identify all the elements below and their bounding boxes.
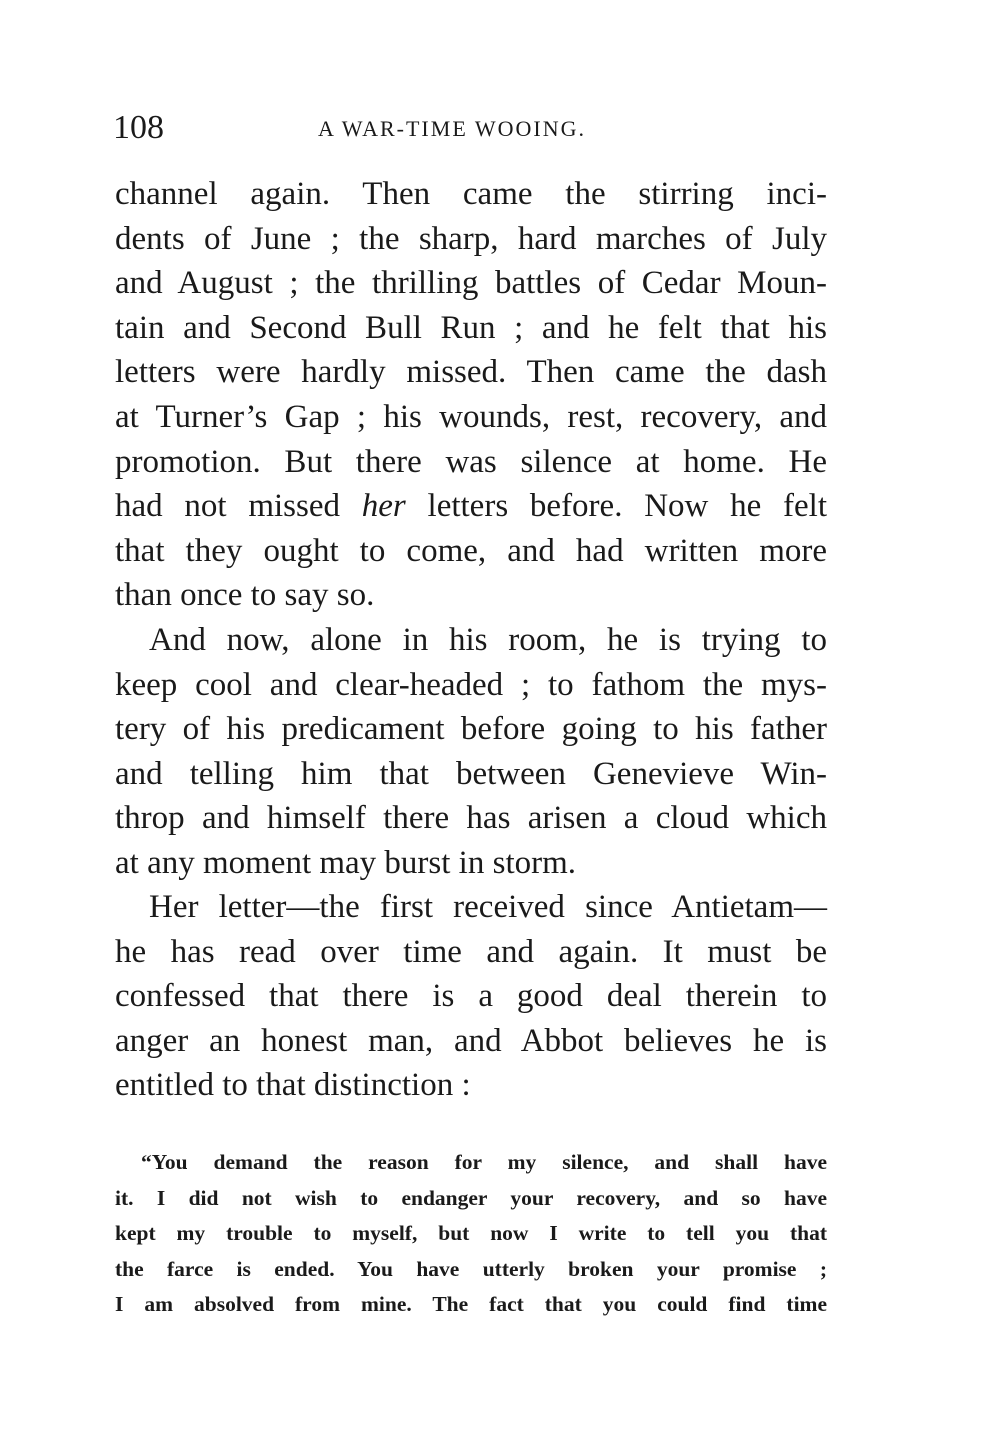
text-line: tery of his predicament before going to his father (115, 711, 827, 748)
letter-line: it. I did not wish to endanger your recovery, and so have (115, 1185, 827, 1210)
letter-line: I am absolved from mine. The fact that you could find time (115, 1292, 827, 1317)
running-title: A WAR-TIME WOOING. (318, 116, 586, 141)
letter-line: “You demand the reason for my silence, and shall have (141, 1150, 827, 1174)
text-line: letters were hardly missed. Then came the dash (115, 354, 827, 391)
text-line: and telling him that between Genevieve Win- (115, 755, 827, 792)
text-fragment: had not missed (115, 488, 362, 525)
text-line: than once to say so. (115, 577, 375, 614)
text-line: confessed that there is a good deal therein to (115, 978, 827, 1015)
text-line-with-emphasis (115, 484, 827, 529)
text-line: at any moment may burst in storm. (115, 844, 577, 881)
text-line: And now, alone in his room, he is trying to (149, 622, 827, 658)
letter-line: kept my trouble to myself, but now I write to tell you that (115, 1221, 827, 1246)
paragraph-2 (115, 618, 827, 886)
page-number: 108 (113, 109, 164, 146)
text-line: Her letter—the first received since Antietam— (149, 889, 827, 925)
emphasized-word: her (361, 488, 406, 525)
text-line: and August ; the thrilling battles of Cedar Moun- (115, 265, 827, 302)
text-line: entitled to that distinction : (115, 1067, 471, 1104)
text-line: that they ought to come, and had written more (115, 532, 827, 569)
text-line: channel again. Then came the stirring inci- (115, 176, 827, 212)
text-line: keep cool and clear-headed ; to fathom the mys- (115, 666, 827, 703)
text-line: throp and himself there has arisen a cloud which (115, 800, 827, 837)
paragraph-1 (115, 172, 827, 618)
letter-line: the farce is ended. You have utterly broken your promise ; (115, 1256, 827, 1281)
paragraph-3 (115, 885, 827, 1108)
text-line: anger an honest man, and Abbot believes he is (115, 1022, 827, 1059)
text-line: dents of June ; the sharp, hard marches of July (115, 220, 827, 257)
text-line: promotion. But there was silence at home. He (115, 443, 827, 480)
text-line: at Turner’s Gap ; his wounds, rest, recovery, and (115, 398, 827, 435)
text-line: he has read over time and again. It must be (115, 933, 827, 970)
text-line: tain and Second Bull Run ; and he felt that his (115, 309, 827, 346)
text-fragment: letters before. Now he felt (405, 488, 828, 525)
quoted-letter (115, 1145, 827, 1323)
